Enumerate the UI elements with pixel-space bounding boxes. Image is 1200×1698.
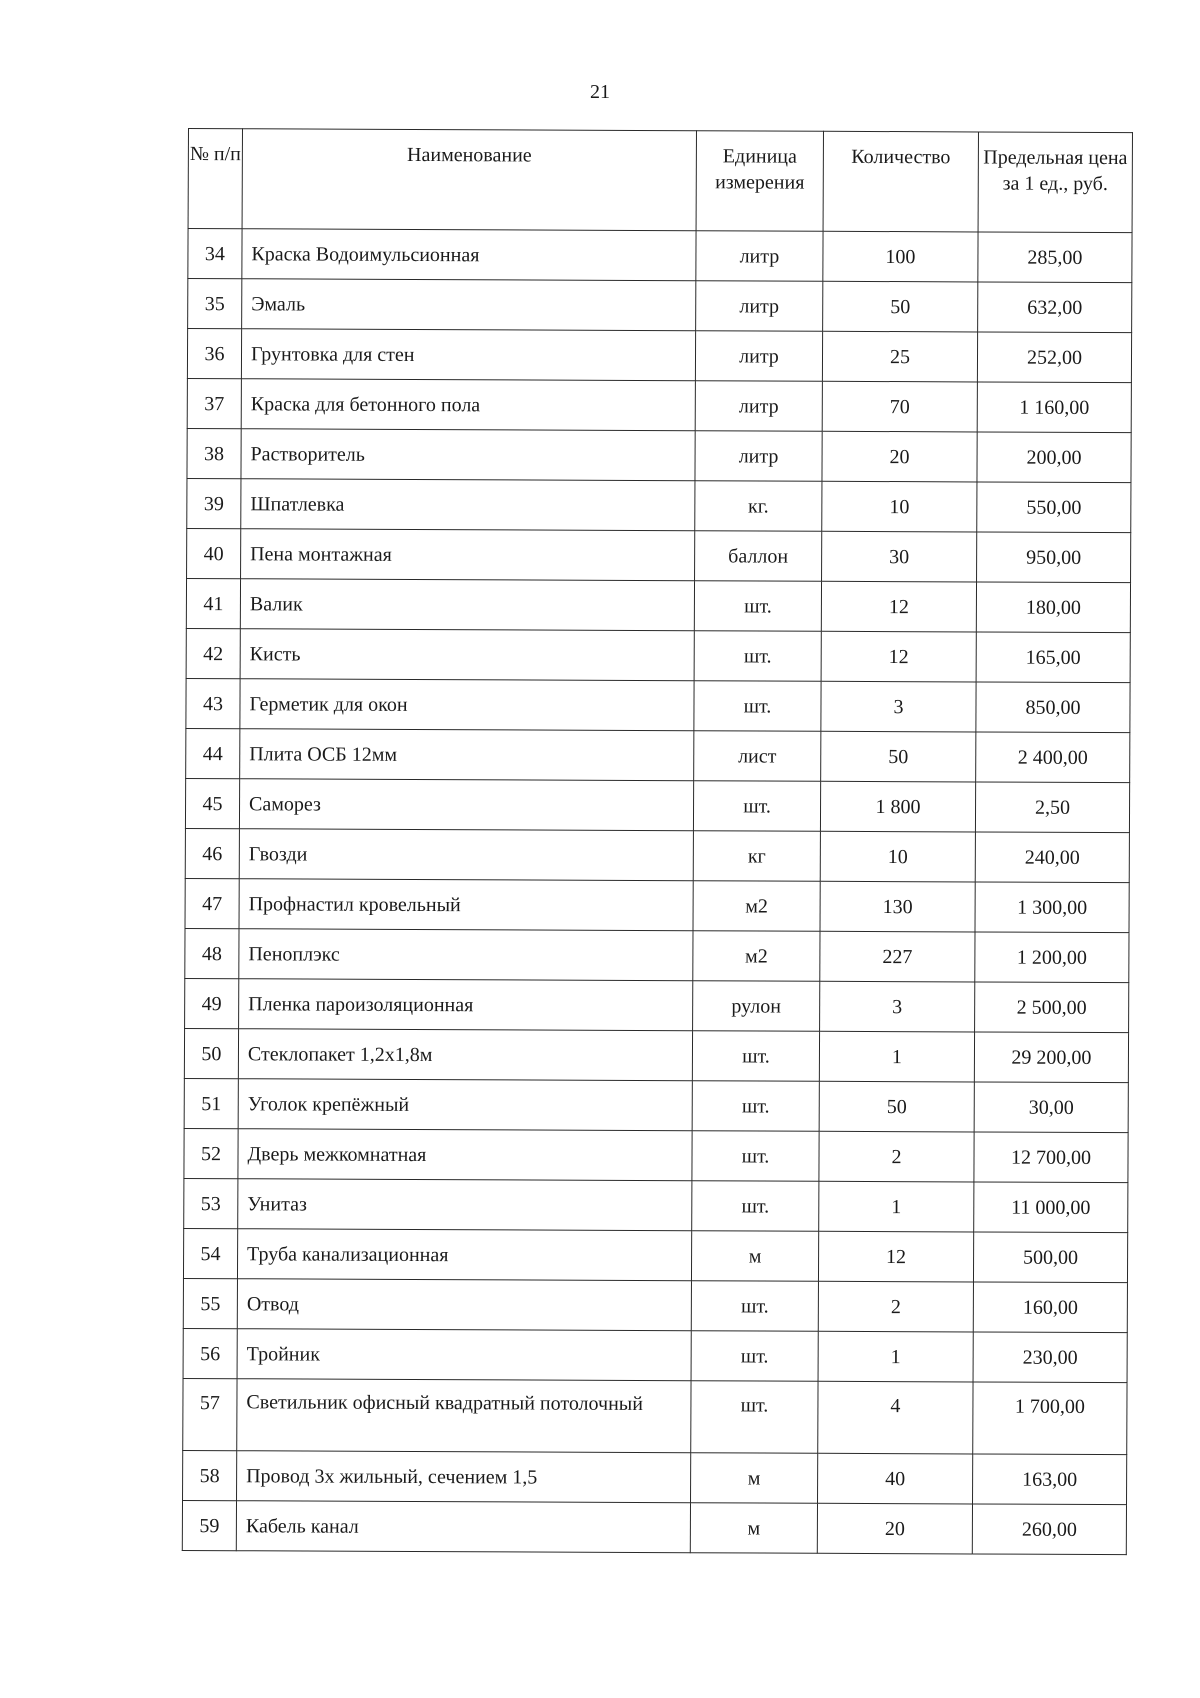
item-quantity: 1	[819, 1031, 974, 1082]
item-quantity: 20	[817, 1503, 972, 1554]
item-unit: шт.	[693, 781, 820, 832]
row-number: 53	[184, 1178, 238, 1228]
table-body	[182, 229, 1132, 1555]
table-row	[187, 378, 1131, 432]
header-price: Предельная цена за 1 ед., руб.	[978, 132, 1132, 233]
row-number: 52	[184, 1128, 238, 1178]
item-unit: рулон	[693, 981, 820, 1032]
item-name: Пленка пароизоляционная	[239, 979, 693, 1031]
item-quantity: 50	[819, 1081, 974, 1132]
item-price: 1 700,00	[973, 1382, 1127, 1455]
item-unit: лист	[694, 731, 821, 782]
item-quantity: 1 800	[820, 781, 975, 832]
item-name: Пена монтажная	[241, 529, 695, 581]
row-number: 54	[183, 1228, 237, 1278]
item-quantity: 130	[820, 881, 975, 932]
row-number: 58	[183, 1450, 237, 1500]
item-unit: шт.	[692, 1081, 819, 1132]
row-number: 56	[183, 1328, 237, 1378]
table-row	[186, 678, 1130, 732]
item-quantity: 10	[820, 831, 975, 882]
header-num: № п/п	[188, 129, 242, 229]
item-price: 500,00	[973, 1232, 1127, 1283]
item-name: Шпатлевка	[241, 479, 695, 531]
table-row	[187, 478, 1131, 532]
item-price: 850,00	[976, 682, 1130, 733]
item-unit: кг.	[695, 481, 822, 532]
item-price: 165,00	[976, 632, 1130, 683]
item-quantity: 1	[818, 1331, 973, 1382]
table-row	[188, 229, 1132, 283]
item-unit: шт.	[692, 1031, 819, 1082]
item-price: 11 000,00	[974, 1182, 1128, 1233]
item-price: 230,00	[973, 1332, 1127, 1383]
table-row	[184, 1078, 1128, 1132]
item-price: 2 500,00	[975, 982, 1129, 1033]
item-unit: м2	[693, 931, 820, 982]
item-name: Дверь межкомнатная	[238, 1129, 692, 1181]
item-price: 260,00	[972, 1504, 1126, 1555]
table-header-row	[188, 129, 1132, 233]
item-name: Валик	[240, 579, 694, 631]
row-number: 51	[184, 1078, 238, 1128]
table-row	[183, 1378, 1127, 1454]
table-row	[186, 628, 1130, 682]
item-price: 29 200,00	[974, 1032, 1128, 1083]
row-number: 39	[187, 478, 241, 528]
row-number: 42	[186, 628, 240, 678]
table-row	[184, 1128, 1128, 1182]
item-unit: шт.	[691, 1381, 818, 1454]
row-number: 59	[182, 1500, 236, 1550]
item-name: Растворитель	[241, 429, 695, 481]
row-number: 48	[185, 928, 239, 978]
item-unit: литр	[695, 431, 822, 482]
row-number: 44	[186, 728, 240, 778]
table-row	[188, 279, 1132, 333]
item-quantity: 3	[820, 981, 975, 1032]
table-row	[184, 1178, 1128, 1232]
item-unit: литр	[696, 281, 823, 332]
table-row	[185, 828, 1129, 882]
item-name: Плита ОСБ 12мм	[240, 729, 694, 781]
item-name: Профнастил кровельный	[239, 879, 693, 931]
item-price: 2,50	[975, 782, 1129, 833]
table-row	[182, 1500, 1126, 1554]
item-quantity: 3	[821, 681, 976, 732]
item-quantity: 2	[818, 1281, 973, 1332]
row-number: 35	[188, 279, 242, 329]
header-name: Наименование	[242, 129, 696, 231]
item-price: 252,00	[977, 332, 1131, 383]
item-quantity: 10	[822, 481, 977, 532]
item-quantity: 100	[823, 231, 978, 282]
item-name: Светильник офисный квадратный потолочный	[237, 1379, 691, 1453]
item-name: Провод 3х жильный, сечением 1,5	[237, 1451, 691, 1503]
item-quantity: 12	[821, 631, 976, 682]
item-unit: м	[691, 1231, 818, 1282]
item-unit: шт.	[692, 1181, 819, 1232]
row-number: 57	[183, 1378, 237, 1450]
item-unit: литр	[695, 381, 822, 432]
item-price: 240,00	[975, 832, 1129, 883]
item-quantity: 50	[823, 281, 978, 332]
table-row	[185, 878, 1129, 932]
item-unit: шт.	[694, 681, 821, 732]
item-name: Кисть	[240, 629, 694, 681]
item-name: Пеноплэкс	[239, 929, 693, 981]
row-number: 43	[186, 678, 240, 728]
table-row	[185, 978, 1129, 1032]
table-row	[187, 528, 1131, 582]
item-quantity: 40	[818, 1453, 973, 1504]
item-name: Краска Водоимульсионная	[242, 229, 696, 281]
item-price: 550,00	[977, 482, 1131, 533]
item-unit: м	[690, 1503, 817, 1554]
item-quantity: 12	[821, 581, 976, 632]
item-unit: литр	[696, 231, 823, 282]
item-price: 160,00	[973, 1282, 1127, 1333]
item-price: 163,00	[973, 1454, 1127, 1505]
row-number: 40	[187, 528, 241, 578]
item-name: Гвозди	[239, 829, 693, 881]
item-price: 30,00	[974, 1082, 1128, 1133]
table-row	[185, 778, 1129, 832]
item-unit: шт.	[691, 1331, 818, 1382]
table-row	[183, 1328, 1127, 1382]
item-name: Отвод	[237, 1279, 691, 1331]
header-qty: Количество	[823, 131, 978, 232]
item-unit: шт.	[694, 631, 821, 682]
table-row	[183, 1450, 1127, 1504]
item-unit: шт.	[692, 1131, 819, 1182]
item-name: Краска для бетонного пола	[241, 379, 695, 431]
item-unit: баллон	[695, 531, 822, 582]
item-price: 1 200,00	[975, 932, 1129, 983]
item-quantity: 30	[822, 531, 977, 582]
table-row	[187, 428, 1131, 482]
item-price: 1 300,00	[975, 882, 1129, 933]
item-price: 950,00	[977, 532, 1131, 583]
item-quantity: 25	[822, 331, 977, 382]
row-number: 55	[183, 1278, 237, 1328]
item-unit: кг	[693, 831, 820, 882]
item-name: Унитаз	[238, 1179, 692, 1231]
item-name: Труба канализационная	[237, 1229, 691, 1281]
item-name: Стеклопакет 1,2х1,8м	[238, 1029, 692, 1081]
item-unit: литр	[695, 331, 822, 382]
row-number: 46	[185, 828, 239, 878]
item-quantity: 50	[821, 731, 976, 782]
item-unit: м	[691, 1453, 818, 1504]
page-number: 21	[590, 81, 610, 103]
item-unit: м2	[693, 881, 820, 932]
table-row	[184, 1028, 1128, 1082]
item-quantity: 4	[818, 1381, 973, 1454]
item-name: Герметик для окон	[240, 679, 694, 731]
table-row	[186, 578, 1130, 632]
item-unit: шт.	[691, 1281, 818, 1332]
item-quantity: 70	[822, 381, 977, 432]
item-price: 200,00	[977, 432, 1131, 483]
table-row	[183, 1278, 1127, 1332]
item-price: 180,00	[976, 582, 1130, 633]
row-number: 50	[184, 1028, 238, 1078]
row-number: 47	[185, 878, 239, 928]
price-table	[182, 128, 1133, 1555]
row-number: 34	[188, 229, 242, 279]
item-price: 12 700,00	[974, 1132, 1128, 1183]
table-row	[187, 329, 1131, 383]
table-row	[183, 1228, 1127, 1282]
item-name: Эмаль	[242, 279, 696, 331]
row-number: 37	[187, 378, 241, 428]
item-price: 285,00	[978, 232, 1132, 283]
header-unit: Единица измерения	[696, 131, 823, 232]
table-row	[185, 928, 1129, 982]
item-name: Уголок крепёжный	[238, 1079, 692, 1131]
item-name: Саморез	[239, 779, 693, 831]
item-name: Кабель канал	[236, 1501, 690, 1553]
row-number: 45	[185, 778, 239, 828]
item-price: 632,00	[978, 282, 1132, 333]
item-quantity: 20	[822, 431, 977, 482]
item-quantity: 12	[818, 1231, 973, 1282]
item-quantity: 2	[819, 1131, 974, 1182]
item-quantity: 227	[820, 931, 975, 982]
item-quantity: 1	[819, 1181, 974, 1232]
row-number: 49	[185, 978, 239, 1028]
item-price: 1 160,00	[977, 382, 1131, 433]
table-row	[186, 728, 1130, 782]
item-price: 2 400,00	[976, 732, 1130, 783]
row-number: 41	[186, 578, 240, 628]
item-name: Тройник	[237, 1329, 691, 1381]
item-name: Грунтовка для стен	[241, 329, 695, 381]
row-number: 36	[187, 329, 241, 379]
row-number: 38	[187, 428, 241, 478]
item-unit: шт.	[694, 581, 821, 632]
